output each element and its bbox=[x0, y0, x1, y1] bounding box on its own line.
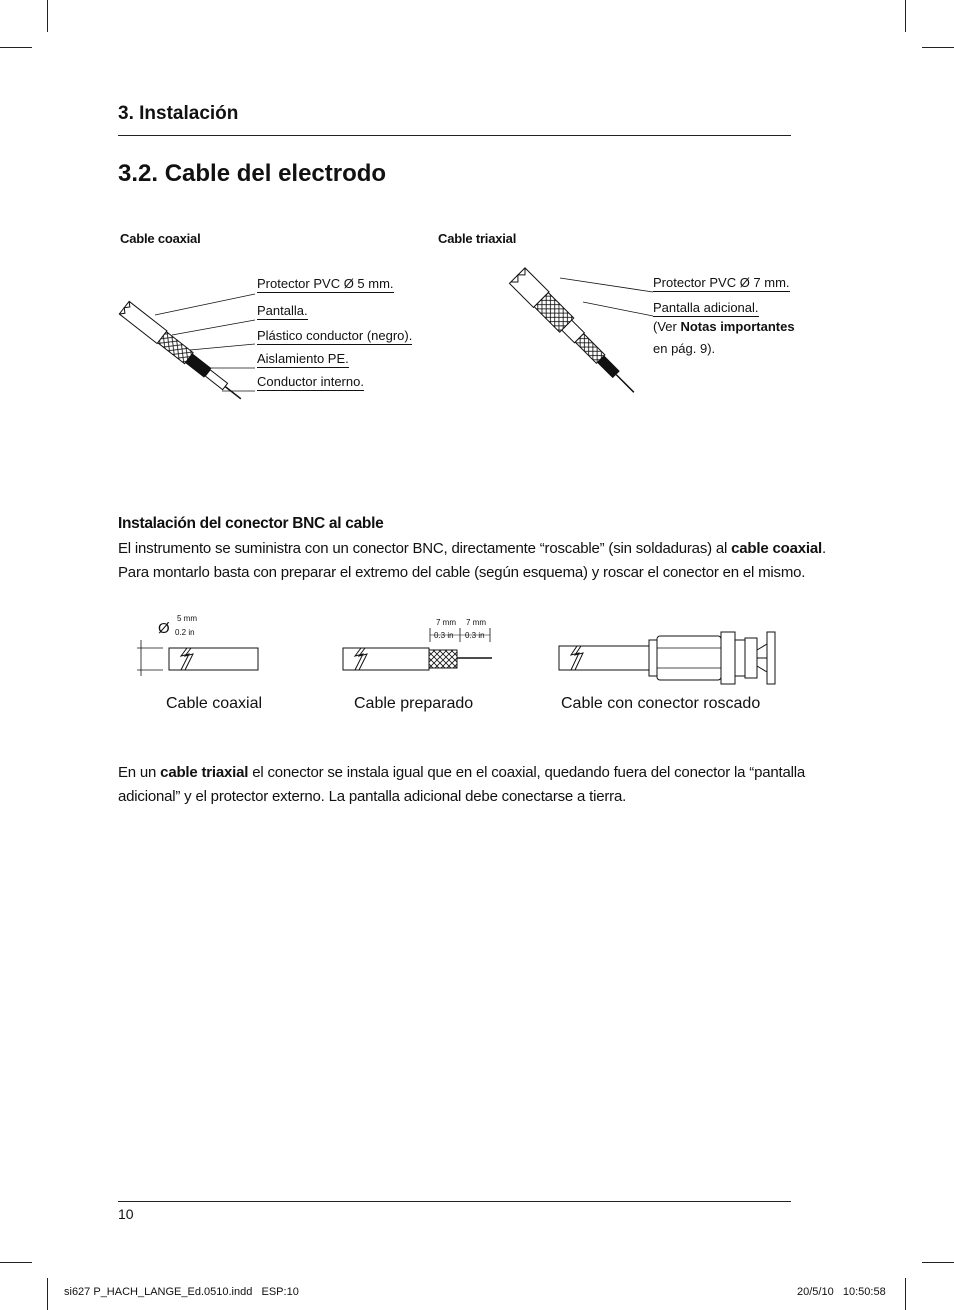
header-rule bbox=[118, 135, 791, 136]
dia-symbol: Ø bbox=[158, 620, 170, 637]
crop-mark bbox=[47, 1278, 48, 1310]
triaxial-cable-illustration bbox=[505, 262, 665, 402]
bnc-p1-text: El instrumento se suministra con un conector BNC, directamente “roscable” (sin soldaduras) al bbox=[118, 540, 732, 557]
crop-mark bbox=[905, 1278, 906, 1310]
step-caption-connector: Cable con conector roscado bbox=[561, 695, 761, 712]
dim-02in: 0.2 in bbox=[175, 628, 195, 637]
triaxial-paragraph-line-2: adicional” y el protector externo. La pantalla adicional debe conectarse a tierra. bbox=[118, 788, 627, 805]
crop-mark bbox=[47, 0, 48, 32]
step-prepared-drawing bbox=[335, 624, 500, 676]
bnc-heading: Instalación del conector BNC al cable bbox=[118, 515, 384, 532]
coax-label-pvc: Protector PVC Ø 5 mm. bbox=[257, 276, 394, 291]
dim-5mm: 5 mm bbox=[177, 614, 197, 623]
triax-p-a: En un bbox=[118, 764, 161, 781]
page-number: 10 bbox=[118, 1206, 134, 1222]
crop-mark bbox=[922, 47, 954, 48]
dim-7mm-b: 7 mm bbox=[466, 618, 486, 627]
dim-03in-b: 0.3 in bbox=[465, 631, 485, 640]
page-title: 3.2. Cable del electrodo bbox=[118, 160, 387, 187]
footer-rule bbox=[118, 1201, 791, 1202]
triax-note-bold: Notas importantes bbox=[680, 319, 795, 334]
bnc-paragraph-2: Para montarlo basta con preparar el extremo del cable (según esquema) y roscar el conector en el mismo. bbox=[118, 564, 806, 581]
crop-mark bbox=[0, 47, 32, 48]
triax-note bbox=[653, 319, 795, 334]
bnc-p1-end: . bbox=[821, 540, 826, 557]
step-coaxial-drawing bbox=[135, 640, 265, 676]
coax-label-inner-conductor: Conductor interno. bbox=[257, 374, 364, 389]
triax-label-additional-shield: Pantalla adicional. bbox=[653, 300, 759, 315]
crop-mark bbox=[922, 1262, 954, 1263]
step-connector-drawing bbox=[555, 626, 785, 688]
bnc-p1-bold: cable coaxial bbox=[731, 540, 822, 557]
triaxial-caption: Cable triaxial bbox=[438, 231, 517, 246]
triaxial-paragraph-line-1 bbox=[118, 761, 805, 785]
coax-label-pe-insulation: Aislamiento PE. bbox=[257, 351, 349, 366]
triax-label-pvc: Protector PVC Ø 7 mm. bbox=[653, 275, 790, 290]
triax-note-prefix: (Ver bbox=[653, 319, 681, 334]
file-info: si627 P_HACH_LANGE_Ed.0510.indd ESP:10 bbox=[64, 1286, 299, 1298]
dim-03in-a: 0.3 in bbox=[434, 631, 454, 640]
triax-note-suffix: en pág. 9). bbox=[653, 341, 716, 356]
crop-mark bbox=[905, 0, 906, 32]
crop-mark bbox=[0, 1262, 32, 1263]
section-heading: 3. Instalación bbox=[118, 103, 239, 124]
step-caption-prepared: Cable preparado bbox=[354, 695, 474, 712]
triax-p-bold: cable triaxial bbox=[160, 764, 249, 781]
coax-label-conductive-plastic: Plástico conductor (negro). bbox=[257, 328, 413, 343]
bnc-paragraph-1 bbox=[118, 537, 826, 561]
date-info: 20/5/10 10:50:58 bbox=[797, 1286, 886, 1298]
coax-label-shield: Pantalla. bbox=[257, 303, 308, 318]
step-caption-coaxial: Cable coaxial bbox=[166, 695, 263, 712]
coaxial-caption: Cable coaxial bbox=[120, 231, 201, 246]
dim-7mm-a: 7 mm bbox=[436, 618, 456, 627]
triax-p-b: el conector se instala igual que en el coaxial, quedando fuera del conector la “pantalla bbox=[248, 764, 806, 781]
